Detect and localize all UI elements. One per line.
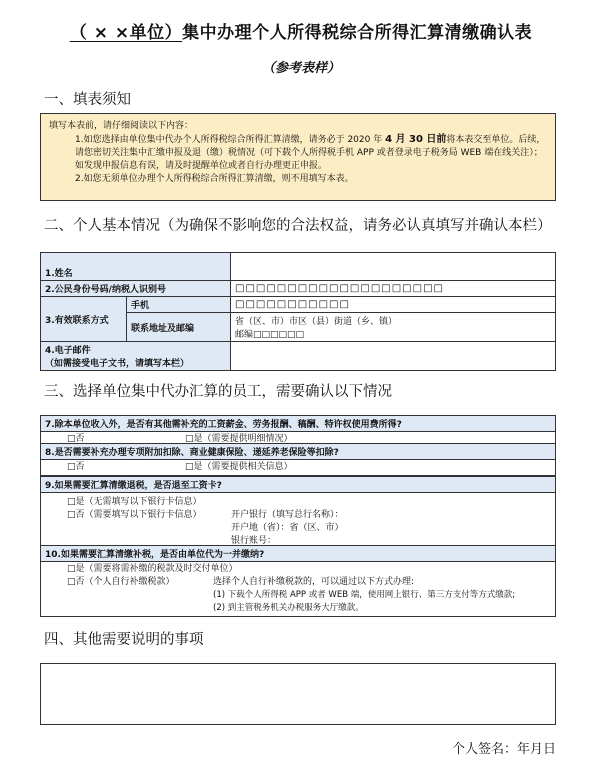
instructions-intro: 填写本表前，请仔细阅读以下内容： xyxy=(49,121,194,131)
question9-text: 9.如果需要汇算清缴退税，是否退至工资卡? xyxy=(41,477,556,493)
question10-options xyxy=(41,562,556,617)
phone-label: 手机 xyxy=(127,297,231,313)
instructions-item2: 2.如您无须单位办理个人所得税综合所得汇算清缴，则不用填写本表。 xyxy=(75,174,354,184)
self-pay-way1: (1) 下载个人所得税 APP 或者 WEB 端，使用网上银行、第三方支付等方式缴款; xyxy=(213,590,516,600)
form-title xyxy=(0,18,602,43)
name-field[interactable] xyxy=(231,253,556,281)
bank-account-field[interactable]: 银行账号： xyxy=(231,535,277,546)
email-note: （如需接受电子文书，请填写本栏） xyxy=(45,359,190,369)
instructions-box xyxy=(40,113,556,201)
question8-table xyxy=(40,443,556,476)
id-number-boxes[interactable]: □□□□□□□□□□□□□□□□□□□□ xyxy=(231,281,556,297)
section1-heading: 一、填表须知 xyxy=(44,92,131,108)
address-field[interactable] xyxy=(231,313,556,342)
email-label: 4.电子邮件 xyxy=(45,346,91,356)
contact-label: 3.有效联系方式 xyxy=(41,297,127,342)
instructions-item1-start: 1.如您选择由单位集中代办个人所得税综合所得汇算清缴，请务必于 2020 年 xyxy=(75,135,383,145)
q7-no-checkbox[interactable]: □否 xyxy=(67,434,85,444)
deadline-highlight: 4 月 30 日前 xyxy=(385,134,447,145)
instructions-item1-rest: 将本表交至单位。后续，请您密切关注集中汇缴申报及退（缴）税情况（可下载个人所得税手机 APP 或者登录电子税务局 WEB 端在线关注）；如发现申报信息有误，请及时提醒单位或者自行办理更正申报。 xyxy=(75,135,546,171)
question9-options xyxy=(41,493,556,551)
question10-text: 10.如果需要汇算清缴补税，是否由单位代为一并缴纳? xyxy=(41,546,556,562)
id-label: 2.公民身份号码/纳税人识别号 xyxy=(41,281,231,297)
form-subtitle: （参考表样） xyxy=(261,61,340,76)
email-field[interactable] xyxy=(231,342,556,371)
q8-yes-checkbox[interactable]: □是（需要提供相关信息） xyxy=(185,462,293,472)
instructions-item1 xyxy=(49,133,547,173)
question9-table xyxy=(40,476,556,551)
question7-text: 7.除本单位收入外，是否有其他需补充的工资薪金、劳务报酬、稿酬、特许权使用费所得? xyxy=(41,416,556,432)
bank-location-field[interactable]: 开户地（省）：省（区、市） xyxy=(231,522,344,533)
signature-line: 个人签名：年月日 xyxy=(451,742,556,757)
q7-yes-checkbox[interactable]: □是（需要提供明细情况） xyxy=(185,434,293,444)
section2-heading: 二、个人基本情况（为确保不影响您的合法权益，请务必认真填写并确认本栏） xyxy=(44,218,552,234)
email-label-cell xyxy=(41,342,231,371)
name-label: 1.姓名 xyxy=(41,253,231,281)
phone-boxes[interactable]: □□□□□□□□□□□ xyxy=(231,297,556,313)
q9-yes-checkbox[interactable]: □是（无需填写以下银行卡信息） xyxy=(67,496,202,507)
form-title-unit: （ × ×单位） xyxy=(69,23,183,43)
q9-no-checkbox[interactable]: □否（需要填写以下银行卡信息） xyxy=(67,509,202,520)
q10-no-checkbox[interactable]: □否（个人自行补缴税款） xyxy=(67,577,175,587)
question10-table xyxy=(40,545,556,617)
bank-name-field[interactable]: 开户银行（填写总行名称）： xyxy=(231,509,344,520)
question8-options xyxy=(41,460,556,476)
postcode-line: 邮编□□□□□□ xyxy=(235,330,305,340)
q10-yes-checkbox[interactable]: □是（需要将需补缴的税款及时交付单位） xyxy=(67,564,238,574)
self-pay-way2: (2) 到主管税务机关办税服务大厅缴款。 xyxy=(213,603,364,613)
other-notes-field[interactable] xyxy=(40,663,556,725)
question8-text: 8.是否需要补充办理专项附加扣除、商业健康保险、递延养老保险等扣除? xyxy=(41,444,556,460)
section4-heading: 四、其他需要说明的事项 xyxy=(44,632,204,648)
q8-no-checkbox[interactable]: □否 xyxy=(67,462,85,472)
address-label: 联系地址及邮编 xyxy=(127,313,231,342)
address-line: 省（区、市）市区（县）街道（乡、镇） xyxy=(235,317,398,327)
self-pay-intro: 选择个人自行补缴税款的，可以通过以下方式办理: xyxy=(213,577,415,587)
form-title-main: 集中办理个人所得税综合所得汇算清缴确认表 xyxy=(182,23,533,43)
personal-info-table xyxy=(40,252,556,371)
section3-heading: 三、选择单位集中代办汇算的员工，需要确认以下情况 xyxy=(44,384,392,400)
